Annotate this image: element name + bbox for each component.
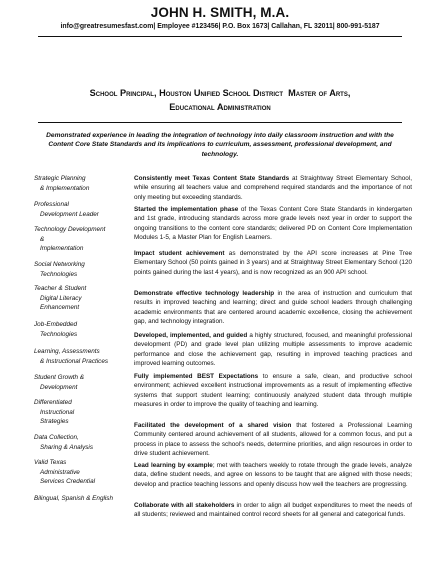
achievement-paragraph (134, 421, 412, 459)
skill-item: Bilingual, Spanish & English (34, 495, 113, 502)
title-position: School Principal, Houston Unified School District (89, 88, 283, 98)
professional-title (30, 86, 410, 114)
achievement-text: in the area of instruction and curriculum that results in improved teaching and learning; direct and guide school leaders through challenging academic environments that are centered around academic excellence, closing the achievement gap, and technology integration. (134, 290, 413, 326)
title-degree: Master of Arts, (288, 88, 351, 98)
achievement-text: a highly structured, focused, and meaningful professional development (PD) and grade level plan utilizing multiple assessments to improve academic performance and close the achievement gap, resulting in improved teaching practices and improved learning outcomes. (134, 332, 412, 368)
achievement-text: as demonstrated by the API score increases at Pine Tree Elementary School (50 points gained in 3 years) and at Straightway Street Elementary School (120 points gained during the last 4 years), and is now recognized as an 900 API school. (134, 250, 412, 276)
achievement-text: to ensure a safe, clean, and productive school environment; achieved excellent instructional improvements as a result of implementing effective systems that support student learning; continuously analyzed student data through multiple measures in order to improve the quality of teaching and learning. (134, 373, 413, 409)
skill-item: Student Growth & Development (34, 374, 85, 391)
achievement-lead: Fully implemented BEST Expectations (134, 373, 259, 380)
achievement-paragraph (134, 289, 412, 327)
achievement-text: in order to align all budget expenditures to meet the needs of all students; reviewed and maintained control record sheets for all general and categorical funds. (134, 502, 412, 519)
achievement-lead: Started the implementation phase (134, 206, 239, 213)
skill-item: Strategic Planning & Implementation (34, 175, 90, 192)
achievement-paragraph (134, 205, 412, 243)
skill-item: Professional Development Leader (34, 201, 99, 218)
summary-statement (36, 131, 404, 159)
achievement-lead: Developed, implemented, and guided (134, 332, 248, 339)
achievement-paragraph (134, 501, 412, 520)
achievement-text: ; met with teachers weekly to rotate through the grade levels, analyze data, define student needs, and agree on lessons to be taught that are aligned with those needs; develop and practice teaching lessons and openly discuss how well the teachers are progressing. (134, 462, 413, 488)
skill-item: Social Networking Technologies (34, 261, 85, 278)
skill-item: Technology Development & Implementation (34, 226, 106, 252)
achievement-text: of the Texas Content Core State Standards in kindergarten and 1st grade, introducing standards across more grade levels next year in order to support the ongoing transitions to the content core standards; delivered PD on Content Core Implementation Modules 1-5, a Master Plan for English Learners. (134, 206, 412, 242)
achievement-lead: Collaborate with all stakeholders (134, 502, 235, 509)
achievement-paragraph (134, 249, 412, 277)
skill-item: Data Collection, Sharing & Analysis (34, 434, 94, 451)
achievement-paragraph (134, 174, 412, 202)
title-divider (38, 122, 402, 123)
achievement-paragraph (134, 331, 412, 369)
achievement-lead: Impact student achievement (134, 250, 225, 257)
achievement-lead: Consistently meet Texas Content State Standards (134, 175, 290, 182)
achievement-paragraph (134, 461, 412, 489)
skill-item: Differentiated Instructional Strategies (34, 399, 75, 425)
candidate-name: JOHN H. SMITH, M.A. (150, 5, 290, 20)
skill-item: Job-Embedded Technologies (34, 321, 78, 338)
achievement-paragraph (134, 372, 412, 410)
summary-line: technology. (201, 150, 239, 158)
summary-line: Content Core State Standards and its implications to curriculum, assessment, professional development, and (48, 141, 392, 149)
summary-line: Demonstrated experience in leading the integration of technology into daily classroom instruction and with the (46, 132, 394, 139)
contact-line: info@greatresumesfast.com| Employee #123456| P.O. Box 1673| Callahan, FL 32011| 800-991-5187 (60, 23, 380, 30)
skill-item: Learning, Assessments & Instructional Practices (34, 348, 109, 365)
header-divider (38, 36, 402, 37)
skill-item: Teacher & Student Digital Literacy Enhancement (34, 285, 87, 311)
achievement-lead: Lead learning by example (134, 462, 213, 469)
achievement-lead: Demonstrate effective technology leadership (134, 290, 275, 297)
achievement-text: at Straightway Street Elementary School, while ensuring all teachers value and comprehend required standards and the importance of not only meeting but exceeding standards. (134, 175, 412, 201)
skill-item: Valid Texas Administrative Services Credential (34, 459, 96, 485)
title-field: Educational Administration (169, 102, 271, 112)
achievement-text: that fostered a Professional Learning Community centered around achievement of all students, allowed for a common focus, and put a process in place to assess the school's needs, determine priorities, and align resources in order to drive student achievement. (134, 422, 412, 458)
achievement-lead: Facilitated the development of a shared vision (134, 422, 292, 429)
